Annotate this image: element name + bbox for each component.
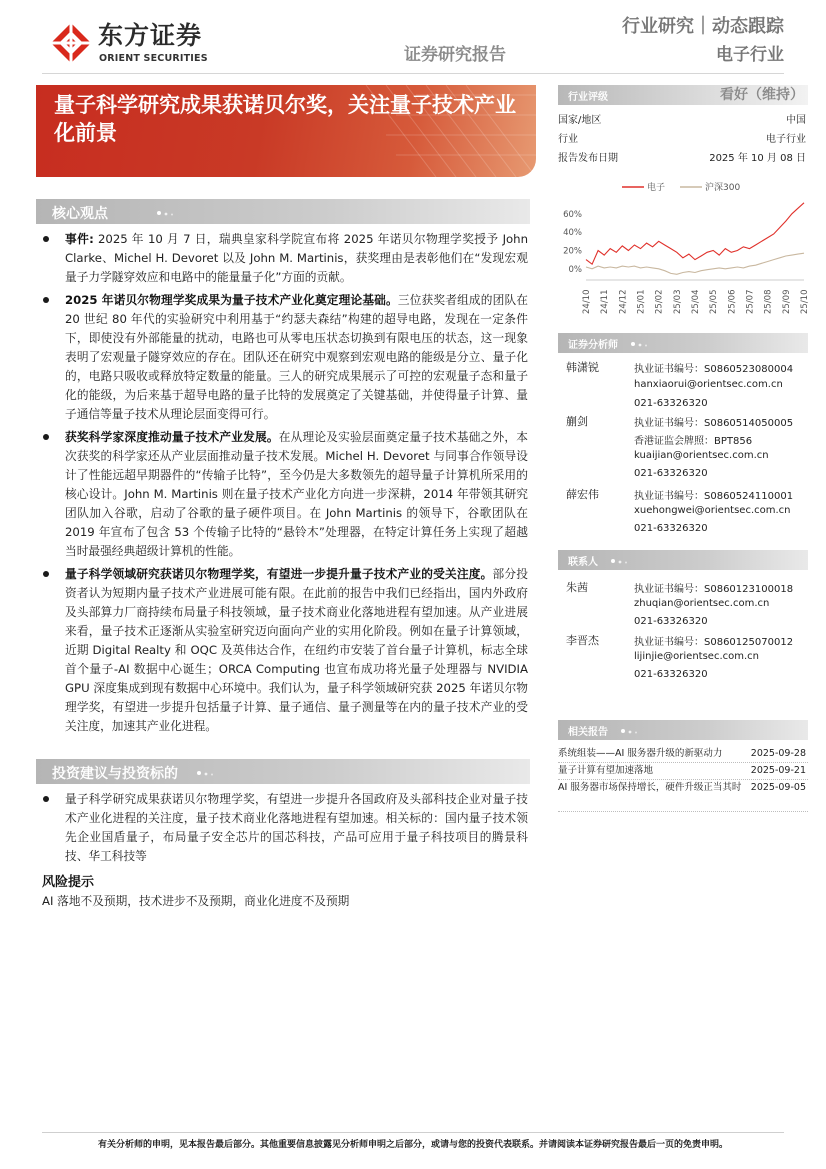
related-header (558, 720, 808, 740)
y-tick-label: 60% (563, 209, 582, 220)
x-tick-label: 25/08 (763, 289, 774, 314)
bullet-lead: 获奖科学家深度推动量子技术产业发展。 (65, 430, 279, 444)
related-divider (558, 811, 808, 812)
related-report-date: 2025-09-28 (750, 748, 806, 759)
analyst-phone: 021-63326320 (634, 523, 708, 534)
info-key: 报告发布日期 (558, 153, 618, 164)
contact-name: 李晋杰 (566, 634, 599, 647)
report-category: 行业研究｜动态跟踪 (622, 16, 784, 37)
related-report-item[interactable] (558, 763, 808, 778)
analyst-name: 蒯剑 (566, 415, 588, 428)
y-tick-label: 0% (568, 264, 582, 275)
related-report-title[interactable]: AI 服务器市场保持增长，硬件升级正当其时 (558, 782, 742, 793)
dots-decoration-icon (610, 558, 630, 564)
contact-header (558, 550, 808, 570)
info-value: 电子行业 (766, 134, 806, 145)
analyst-email[interactable]: hanxiaorui@orientsec.com.cn (634, 379, 783, 390)
rating-value: 看好（维持） (720, 87, 804, 103)
industry-label: 电子行业 (716, 45, 784, 65)
related-report-date: 2025-09-21 (750, 765, 806, 776)
x-tick-label: 24/12 (618, 289, 629, 314)
logo-text-en: ORIENT SECURITIES (99, 53, 208, 64)
analyst-cert: 执业证书编号：S0860514050005 (634, 418, 794, 429)
bullet-item (42, 565, 528, 736)
footer-disclaimer: 有关分析师的申明，见本报告最后部分。其他重要信息披露见分析师申明之后部分，或请与您的投资代表联系。并请阅读本证券研究报告最后一页的免责申明。 (97, 1140, 728, 1150)
analyst-phone: 021-63326320 (634, 468, 708, 479)
analyst-cert: 执业证书编号：S0860524110001 (634, 491, 794, 502)
y-tick-label: 20% (563, 246, 582, 257)
contact-email[interactable]: zhuqian@orientsec.com.cn (634, 598, 770, 609)
header-divider (42, 73, 784, 74)
x-tick-label: 25/01 (636, 289, 647, 314)
info-row-date (558, 149, 808, 165)
analyst-title: 证券分析师 (568, 340, 618, 351)
analyst-email[interactable]: kuaijian@orientsec.com.cn (634, 450, 769, 461)
bullet-item (42, 230, 528, 287)
bullet-lead: 事件: (65, 232, 94, 246)
core-views-header (36, 199, 530, 224)
title-banner (36, 85, 536, 177)
analyst-email[interactable]: xuehongwei@orientsec.com.cn (634, 505, 791, 516)
x-tick-label: 25/06 (727, 289, 738, 314)
dots-decoration-icon (630, 341, 650, 347)
info-row-region (558, 111, 808, 127)
bullet-text: 2025 年 10 月 7 日，瑞典皇家科学院宣布将 2025 年诺贝尔物理学奖授予 John Clarke、Michel H. Devoret 以及 John M. Martinis，获奖理由是表彰他们在“发现宏观量子力学隧穿效应和电路中的能量量子化”方面的贡献。 (65, 232, 528, 284)
contact-phone: 021-63326320 (634, 616, 708, 627)
analyst-header (558, 333, 808, 353)
x-tick-label: 25/02 (654, 289, 665, 314)
related-report-date: 2025-09-05 (750, 782, 806, 793)
related-report-item[interactable] (558, 746, 808, 761)
x-tick-label: 25/05 (709, 289, 720, 314)
company-logo (50, 20, 230, 68)
doc-type-label: 证券研究报告 (404, 45, 506, 65)
x-tick-label: 25/04 (691, 289, 701, 314)
info-value: 中国 (786, 115, 806, 126)
report-title: 量子科学研究成果获诺贝尔奖，关注量子技术产业化前景 (54, 93, 516, 145)
info-row-industry (558, 130, 808, 146)
related-report-item[interactable] (558, 780, 808, 795)
info-key: 行业 (558, 134, 578, 145)
performance-chart (556, 176, 810, 318)
bullet-lead: 2025 年诺贝尔物理学奖成果为量子技术产业化奠定理论基础。 (65, 293, 398, 307)
bullet-lead: 量子科学领域研究获诺贝尔物理学奖，有望进一步提升量子技术产业的受关注度。 (65, 567, 493, 581)
x-tick-label: 25/07 (745, 289, 756, 314)
series-line (586, 253, 804, 274)
dots-decoration-icon (156, 210, 176, 216)
y-tick-label: 40% (563, 228, 582, 239)
investment-list (42, 790, 528, 866)
dots-decoration-icon (196, 770, 216, 776)
investment-text: 量子科学研究成果获诺贝尔物理学奖，有望进一步提升各国政府及头部科技企业对量子技术产业化进程的关注度，量子技术商业化落地进程有望加速。相关标的：国内量子技术领先企业国盾量子，布局量子安全芯片的国芯科技，产品可应用于量子科技项目的腾景科技、华工科技等 (65, 792, 528, 863)
x-tick-label: 25/09 (781, 289, 792, 314)
info-key: 国家/地区 (558, 115, 602, 126)
investment-header (36, 759, 530, 784)
legend-label-csi300: 沪深300 (705, 183, 741, 193)
chart-lines (586, 203, 804, 274)
core-views-title: 核心观点 (52, 206, 108, 222)
core-views-list (42, 230, 528, 736)
x-tick-label: 25/03 (672, 289, 683, 314)
contact-title: 联系人 (568, 557, 598, 568)
related-report-title[interactable]: 系统组装——AI 服务器升级的新驱动力 (558, 748, 723, 759)
rating-label: 行业评级 (568, 92, 608, 103)
analyst-name: 薛宏伟 (566, 488, 599, 501)
chart-legend (622, 181, 740, 193)
series-line (586, 203, 804, 264)
contact-cert: 执业证书编号：S0860125070012 (634, 637, 794, 648)
contact-phone: 021-63326320 (634, 669, 708, 680)
info-value: 2025 年 10 月 08 日 (709, 153, 806, 164)
x-tick-label: 24/11 (600, 289, 611, 314)
analyst-name: 韩潇锐 (566, 361, 599, 374)
chart-axes (563, 210, 810, 314)
analyst-phone: 021-63326320 (634, 398, 708, 409)
bullet-text: 在从理论及实验层面奠定量子技术基础之外，本次获奖的科学家还从产业层面推动量子技术发展。Michel H. Devoret 与同事合作领导设计了性能远超早期器件的“传输子比特”，至今仍是大多数领先的超导量子计算机所采用的核心设计。John M. Martinis 则在量子技术产业化方向进一步深耕，2014 年带领其研究团队加入谷歌，启动了谷歌的量子硬件项目。在 John Martinis 的领导下，谷歌团队在 2019 年宣布了包含 53 个传输子比特的“悬铃木”处理器，在特定计算任务上实现了超越当时最强经典超级计算机的性能。 (65, 430, 528, 558)
x-tick-label: 24/10 (582, 289, 592, 314)
analyst-license: 香港证监会牌照：BPT856 (634, 436, 753, 447)
legend-label-electronics: 电子 (647, 183, 666, 193)
bullet-text: 部分投资者认为短期内量子技术产业进展可能有限。在此前的报告中我们已经指出，国内外政府及头部算力厂商持续布局量子科技领域，量子技术商业化落地进程有望加速。从产业进展来看，量子技术正逐渐从实验室研究迈向面向产业的实用化阶段。例如在量子计算领域，近期 Digital Realty 和 OQC 及英伟达合作，在纽约市安装了首台量子计算机，标志全球首个量子-AI 数据中心诞生；ORCA Computing 也宣布成功将光量子处理器与 NVIDIA GPU 深度集成到现有数据中心环境中。我们认为，量子科学领域研究获 2025 年诺贝尔物理学奖，有望进一步提升包括量子计算、量子通信、量子测量等在内的量子技术产业的受关注度，加速其产业化进程。 (65, 567, 528, 733)
logo-text-cn: 东方证券 (98, 21, 203, 50)
orient-logo-icon (50, 22, 92, 64)
rating-bar (558, 85, 808, 105)
risk-text: AI 落地不及预期，技术进步不及预期，商业化进度不及预期 (42, 894, 350, 908)
bullet-text: 三位获奖者组成的团队在 20 世纪 80 年代的实验研究中利用基于“约瑟夫森结”构建的超导电路，发现在一定条件下，即使没有外部能量的扰动，电路也可从零电压状态切换到有限电压的状态，这一现象表明了宏观量子隧穿效应的存在。团队还在研究中观察到宏观电路的能级是分立、量子化的，电路只吸收或释放特定数量的能量。三人的研究成果展示了可控的宏观量子态和量子化的能级，为后来基于超导电路的量子比特的发展奠定了关键基础，并使得量子计算、量子通信等量子技术从理论层面变得可行。 (65, 293, 528, 421)
risk-title: 风险提示 (42, 875, 95, 890)
x-tick-label: 25/10 (800, 289, 810, 314)
contact-email[interactable]: lijinjie@orientsec.com.cn (634, 651, 759, 662)
investment-title: 投资建议与投资标的 (52, 766, 178, 782)
related-title: 相关报告 (568, 727, 608, 738)
contact-name: 朱茜 (566, 581, 588, 594)
footer-divider (42, 1132, 784, 1133)
related-report-title[interactable]: 量子计算有望加速落地 (558, 765, 654, 776)
contact-cert: 执业证书编号：S0860123100018 (634, 584, 794, 595)
analyst-cert: 执业证书编号：S0860523080004 (634, 364, 794, 375)
dots-decoration-icon (620, 728, 640, 734)
bullet-item (42, 291, 528, 424)
bullet-item (42, 790, 528, 866)
bullet-item (42, 428, 528, 561)
